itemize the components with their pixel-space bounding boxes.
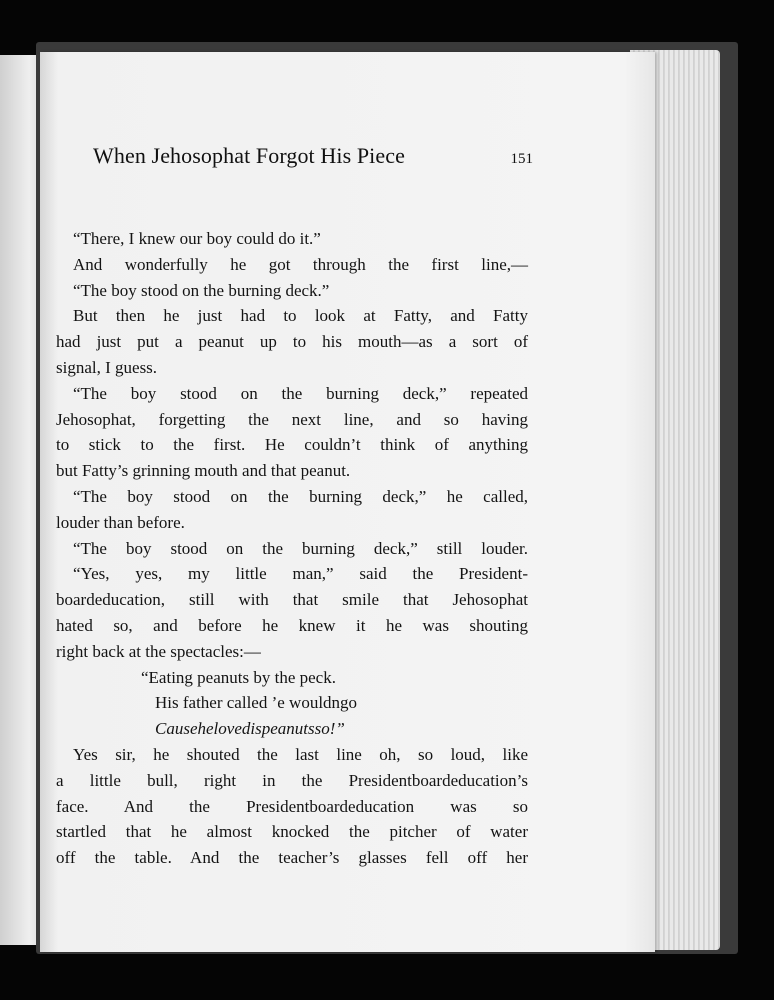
text-line: “The boy stood on the burning deck,” he called, <box>73 486 528 506</box>
text-line: hated so, and before he knew it he was shouting <box>56 615 528 635</box>
text-line: boardeducation, still with that smile that Jehosophat <box>56 590 528 610</box>
text-line: right back at the spectacles:— <box>56 641 261 661</box>
text-line: Yes sir, he shouted the last line oh, so loud, like <box>73 744 528 764</box>
text-line: And wonderfully he got through the first line,— <box>73 254 528 274</box>
text-line: but Fatty’s grinning mouth and that peanut. <box>56 461 351 481</box>
running-head-title: When Jehosophat Forgot His Piece <box>93 143 405 168</box>
verse-line: “Eating peanuts by the peck. <box>141 667 336 687</box>
text-line: louder than before. <box>56 512 185 532</box>
book-page <box>40 52 655 952</box>
verse-line: Causehelovedispeanutsso!” <box>155 719 345 739</box>
text-line: Jehosophat, forgetting the next line, and so having <box>56 409 528 429</box>
verse-line: His father called ’e wouldngo <box>155 693 358 713</box>
text-line: to stick to the first. He couldn’t think of anything <box>56 435 528 455</box>
text-line: But then he just had to look at Fatty, and Fatty <box>73 306 528 326</box>
text-line: “Yes, yes, my little man,” said the President- <box>73 564 528 584</box>
text-line: “The boy stood on the burning deck,” repeated <box>73 383 528 403</box>
text-line: “There, I knew our boy could do it.” <box>73 229 321 248</box>
page-number: 151 <box>510 151 533 167</box>
text-line: “The boy stood on the burning deck.” <box>73 280 330 300</box>
text-line: face. And the Presidentboardeducation was so <box>56 796 528 816</box>
text-line: a little bull, right in the Presidentboardeducation’s <box>56 770 528 790</box>
text-line: “The boy stood on the burning deck,” still louder. <box>73 538 528 558</box>
text-line: off the table. And the teacher’s glasses fell off her <box>56 848 528 868</box>
text-line: startled that he almost knocked the pitcher of water <box>56 822 528 842</box>
body-text <box>56 226 528 871</box>
text-line: had just put a peanut up to his mouth—as a sort of <box>56 332 528 352</box>
text-line: signal, I guess. <box>56 357 158 377</box>
